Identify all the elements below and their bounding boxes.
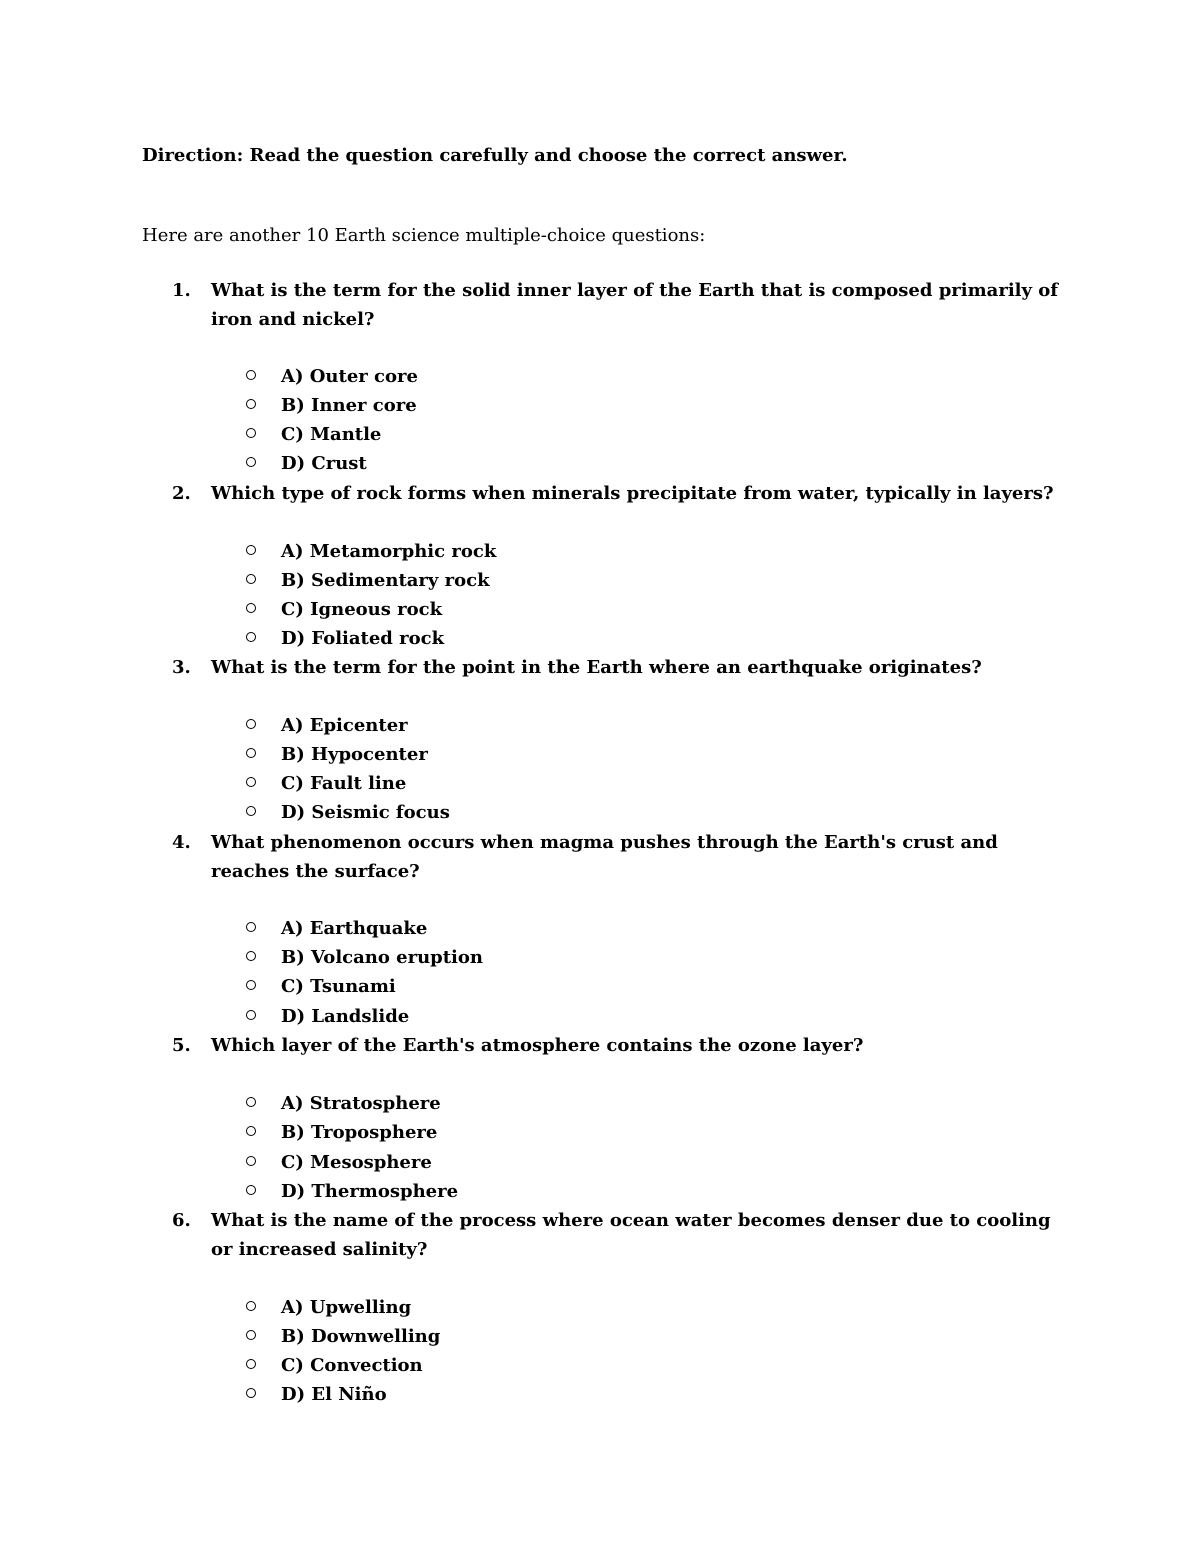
- answer-option: [246, 420, 381, 449]
- answer-option: [246, 1089, 441, 1118]
- option-label: C) Convection: [281, 1355, 423, 1376]
- answer-option: [246, 1322, 440, 1351]
- question-text: What is the term for the solid inner layer of the Earth that is composed primarily of iron and nickel?: [211, 280, 1058, 330]
- answer-option: [246, 1351, 423, 1380]
- answer-option: [246, 711, 408, 740]
- circle-bullet-icon: [246, 1010, 256, 1020]
- answer-option: [246, 798, 450, 827]
- answer-option: [246, 972, 396, 1001]
- answer-option: [246, 1148, 432, 1177]
- answer-option: [246, 449, 367, 478]
- option-label: B) Volcano eruption: [281, 947, 483, 968]
- question-text: What is the name of the process where ocean water becomes denser due to cooling or increased salinity?: [211, 1210, 1051, 1260]
- answer-option: [246, 769, 406, 798]
- circle-bullet-icon: [246, 980, 256, 990]
- direction-text: Direction: Read the question carefully and choose the correct answer.: [142, 145, 848, 166]
- circle-bullet-icon: [246, 1156, 256, 1166]
- question-number: 3.: [172, 657, 191, 678]
- answer-option: [246, 391, 417, 420]
- question-text: Which type of rock forms when minerals precipitate from water, typically in layers?: [211, 483, 1054, 504]
- option-label: A) Epicenter: [281, 715, 408, 736]
- option-label: B) Hypocenter: [281, 744, 428, 765]
- question-number: 6.: [172, 1210, 191, 1231]
- option-label: B) Inner core: [281, 395, 417, 416]
- option-label: D) Landslide: [281, 1006, 410, 1027]
- circle-bullet-icon: [246, 748, 256, 758]
- circle-bullet-icon: [246, 1330, 256, 1340]
- option-label: D) Seismic focus: [281, 802, 450, 823]
- option-label: B) Sedimentary rock: [281, 570, 490, 591]
- answer-option: [246, 1380, 387, 1409]
- question-number: 4.: [172, 832, 191, 853]
- answer-option: [246, 1177, 458, 1206]
- option-label: C) Fault line: [281, 773, 407, 794]
- answer-option: [246, 566, 490, 595]
- circle-bullet-icon: [246, 545, 256, 555]
- circle-bullet-icon: [246, 1097, 256, 1107]
- circle-bullet-icon: [246, 632, 256, 642]
- option-label: D) El Niño: [281, 1384, 387, 1405]
- circle-bullet-icon: [246, 428, 256, 438]
- intro-text: Here are another 10 Earth science multiple-choice questions:: [142, 225, 706, 246]
- answer-option: [246, 624, 444, 653]
- circle-bullet-icon: [246, 951, 256, 961]
- circle-bullet-icon: [246, 922, 256, 932]
- option-label: C) Tsunami: [281, 976, 396, 997]
- option-label: A) Earthquake: [281, 918, 428, 939]
- answer-option: [246, 1002, 409, 1031]
- question-text: What is the term for the point in the Earth where an earthquake originates?: [211, 657, 982, 678]
- answer-option: [246, 595, 442, 624]
- question-text: Which layer of the Earth's atmosphere contains the ozone layer?: [211, 1035, 864, 1056]
- circle-bullet-icon: [246, 1388, 256, 1398]
- circle-bullet-icon: [246, 574, 256, 584]
- circle-bullet-icon: [246, 399, 256, 409]
- option-label: D) Thermosphere: [281, 1181, 459, 1202]
- option-label: C) Mantle: [281, 424, 382, 445]
- circle-bullet-icon: [246, 1126, 256, 1136]
- circle-bullet-icon: [246, 1359, 256, 1369]
- question-text: What phenomenon occurs when magma pushes through the Earth's crust and reaches the surface?: [211, 832, 998, 882]
- circle-bullet-icon: [246, 457, 256, 467]
- question-number: 2.: [172, 483, 191, 504]
- answer-option: [246, 1118, 437, 1147]
- option-label: B) Troposphere: [281, 1122, 438, 1143]
- circle-bullet-icon: [246, 1185, 256, 1195]
- option-label: A) Metamorphic rock: [281, 541, 497, 562]
- answer-option: [246, 1293, 411, 1322]
- circle-bullet-icon: [246, 370, 256, 380]
- question-number: 1.: [172, 280, 191, 301]
- option-label: C) Mesosphere: [281, 1152, 432, 1173]
- question-number: 5.: [172, 1035, 191, 1056]
- option-label: C) Igneous rock: [281, 599, 443, 620]
- circle-bullet-icon: [246, 603, 256, 613]
- option-label: A) Outer core: [281, 366, 418, 387]
- answer-option: [246, 740, 428, 769]
- option-label: A) Upwelling: [281, 1297, 412, 1318]
- option-label: A) Stratosphere: [281, 1093, 441, 1114]
- option-label: D) Crust: [281, 453, 367, 474]
- circle-bullet-icon: [246, 806, 256, 816]
- circle-bullet-icon: [246, 719, 256, 729]
- circle-bullet-icon: [246, 777, 256, 787]
- circle-bullet-icon: [246, 1301, 256, 1311]
- answer-option: [246, 943, 483, 972]
- option-label: B) Downwelling: [281, 1326, 441, 1347]
- answer-option: [246, 537, 496, 566]
- option-label: D) Foliated rock: [281, 628, 445, 649]
- answer-option: [246, 914, 427, 943]
- answer-option: [246, 362, 418, 391]
